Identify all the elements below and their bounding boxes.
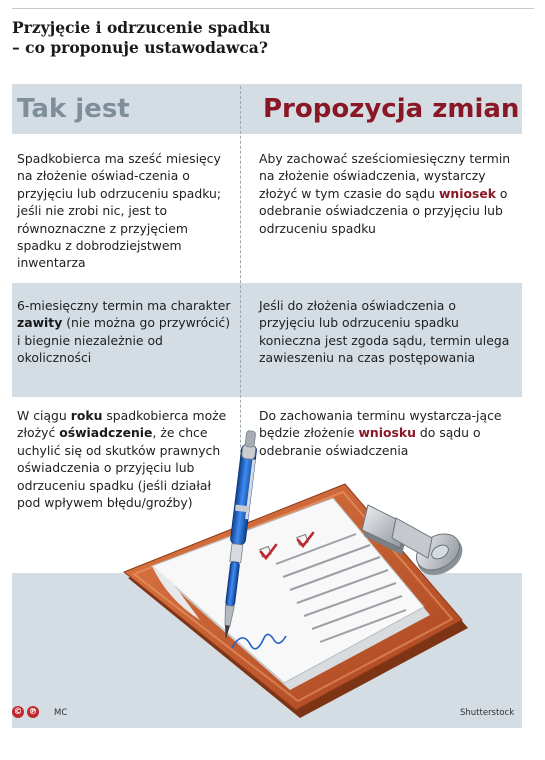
title-line-1: Przyjęcie i odrzucenie spadku: [12, 18, 271, 37]
phonogram-icon: ℗: [28, 707, 38, 717]
highlight-zawity: zawity: [17, 315, 63, 331]
column-heading-current: Tak jest: [17, 94, 130, 124]
copyright-icon: ©: [13, 707, 23, 717]
highlight-roku: roku: [70, 408, 103, 423]
copyright-icons: [12, 706, 39, 718]
title-line-2: – co proponuje ustawodawca?: [12, 38, 268, 57]
highlight-oswiadczenie: oświadczenie: [59, 425, 153, 441]
row-2-current-text: 6-miesięczny termin ma charakter zawity (nie można go przywrócić) i biegnie niezależnie od okoliczności: [17, 298, 231, 366]
row-1-current-text: Spadkobierca ma sześć miesięcy na złożenie oświad-czenia o przyjęciu lub odrzuceniu spadku; jeśli nie zrobi nic, jest to równoznaczne z przyjęciem spadku z dobrodziejstwem inwentarza: [17, 151, 222, 271]
row-3-current-text: W ciągu roku spadkobierca może złożyć oświadczenie, że chce uchylić się od skutków prawnych oświadczenia o przyjęciu lub odrzuceniu spadku (jeśli działał pod wpływem błędu/groźby): [17, 408, 227, 511]
highlight-wniosek: wniosek: [438, 185, 496, 201]
row-3-proposal-text: Do zachowania terminu wystarcza-jące będzie złożenie wniosku do sądu o odebranie oświadczenia: [259, 408, 502, 458]
image-source-credit: Shutterstock: [460, 708, 515, 718]
column-heading-proposal: Propozycja zmian: [263, 94, 520, 124]
highlight-wniosku: wniosku: [358, 425, 416, 441]
author-credit: MC: [54, 708, 68, 718]
row-2-proposal-text: Jeśli do złożenia oświadczenia o przyjęciu lub odrzuceniu spadku konieczna jest zgoda sądu, termin ulega zawieszeniu na czas postępowania: [259, 298, 510, 366]
row-1-proposal-text: Aby zachować sześciomiesięczny termin na złożenie oświadczenia, wystarczy złożyć w tym czasie do sądu wniosek o odebranie oświadczenia o przyjęciu lub odrzuceniu spadku: [259, 151, 511, 236]
